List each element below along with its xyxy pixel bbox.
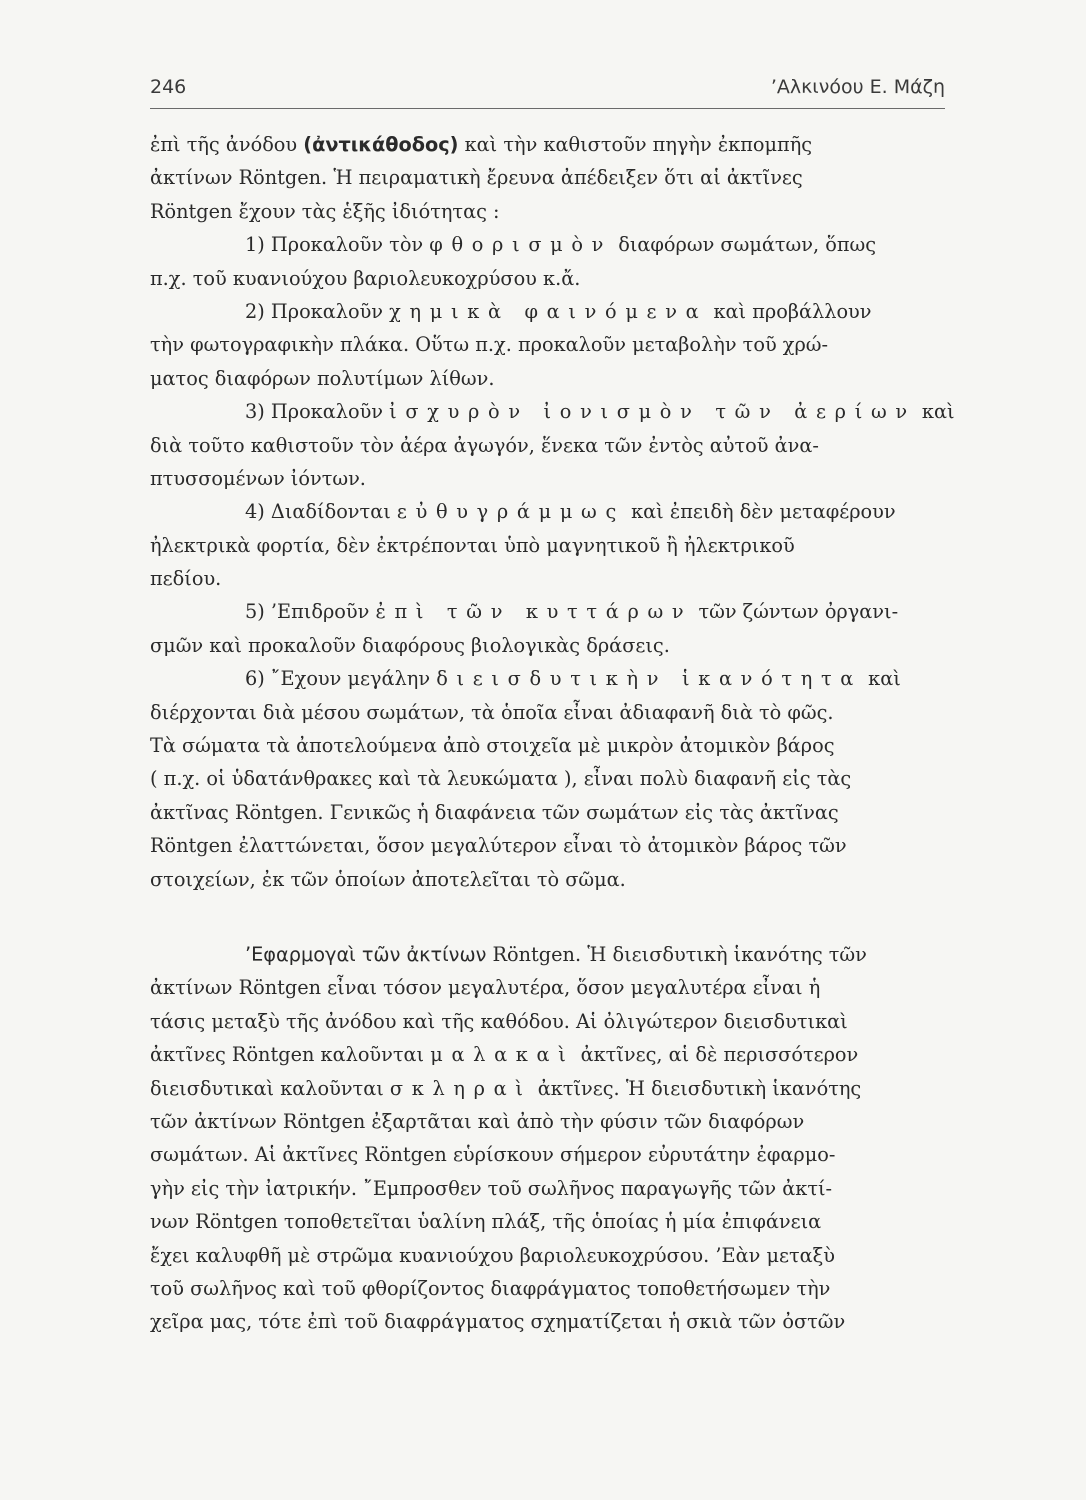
list-item-6: 6) ῎Εχουν μεγάλην διεισδυτικὴν ἱκανότητα καὶ — [245, 667, 901, 691]
text-line: χεῖρα μας, τότε ἐπὶ τοῦ διαφράγματος σχηματίζεται ἡ σκιὰ τῶν ὀστῶν — [150, 1310, 846, 1334]
page-number: 246 — [150, 76, 187, 98]
text-line: πεδίου. — [150, 567, 222, 591]
text-line: τοῦ σωλῆνος καὶ τοῦ φθορίζοντος διαφράγματος τοποθετήσωμεν τὴν — [150, 1276, 831, 1300]
spaced-term: διεισδυτικὴν ἱκανότητα — [436, 667, 863, 691]
list-item-4: 4) Διαδίδονται εὐθυγράμμως καὶ ἐπειδὴ δὲν μεταφέρουν — [245, 500, 896, 524]
text-line: διέρχονται διὰ μέσου σωμάτων, τὰ ὁποῖα εἶναι ἀδιαφανῆ διὰ τὸ φῶς. — [150, 700, 834, 724]
list-item-1: 1) Προκαλοῦν τὸν φθορισμὸν διαφόρων σωμάτων, ὅπως — [245, 233, 877, 257]
page-header — [150, 68, 945, 109]
text-line: ἀκτῖνες Röntgen καλοῦνται μαλακαὶ ἀκτῖνες, αἱ δὲ περισσότερον — [150, 1043, 859, 1067]
text-line: διεισδυτικαὶ καλοῦνται σκληραὶ ἀκτῖνες. Ἡ διεισδυτικὴ ἱκανότης — [150, 1076, 862, 1100]
text-line: τάσις μεταξὺ τῆς ἀνόδου καὶ τῆς καθόδου. Αἱ ὀλιγώτερον διεισδυτικαὶ — [150, 1009, 848, 1033]
page-body — [150, 128, 955, 1339]
text-line: Τὰ σώματα τὰ ἀποτελούμενα ἀπὸ στοιχεῖα μὲ μικρὸν ἀτομικὸν βάρος — [150, 734, 835, 758]
text-line: ἔχει καλυφθῆ μὲ στρῶμα κυανιούχου βαριολευκοχρύσου. ’Εὰν μεταξὺ — [150, 1243, 836, 1267]
text-line: ( π.χ. οἱ ὑδατάνθρακες καὶ τὰ λευκώματα ), εἶναι πολὺ διαφανῆ εἰς τὰς — [150, 767, 852, 791]
spaced-term: φθορισμὸν — [429, 233, 613, 257]
list-item-2: 2) Προκαλοῦν χημικὰ φαινόμενα καὶ προβάλλουν — [245, 299, 872, 323]
spaced-term: μαλακαὶ — [430, 1043, 575, 1067]
text-line: ἠλεκτρικὰ φορτία, δὲν ἐκτρέπονται ὑπὸ μαγνητικοῦ ἢ ἠλεκτρικοῦ — [150, 533, 795, 557]
running-title: ’Αλκινόου Ε. Μάζη — [770, 76, 945, 98]
spaced-term: ἰσχυρὸν ἰονισμὸν τῶν ἀερίων — [389, 400, 916, 424]
spaced-term: χημικὰ φαινόμενα — [389, 299, 708, 323]
text-line: ἀκτίνων Röntgen εἶναι τόσον μεγαλυτέρα, ὅσον μεγαλυτέρα εἶναι ἡ — [150, 976, 821, 1000]
text-line: τὴν φωτογραφικὴν πλάκα. Οὕτω π.χ. προκαλοῦν μεταβολὴν τοῦ χρώ- — [150, 333, 829, 357]
spaced-term: ἐπὶ τῶν κυττάρων — [375, 600, 693, 624]
list-item-5: 5) ’Επιδροῦν ἐπὶ τῶν κυττάρων τῶν ζώντων ὀργανι- — [245, 600, 899, 624]
text-line: νων Röntgen τοποθετεῖται ὑαλίνη πλάξ, τῆς ὁποίας ἡ μία ἐπιφάνεια — [150, 1210, 822, 1234]
text-line: π.χ. τοῦ κυανιούχου βαριολευκοχρύσου κ.ἄ. — [150, 266, 581, 290]
text-line: γὴν εἰς τὴν ἰατρικήν. ῎Εμπροσθεν τοῦ σωλῆνος παραγωγῆς τῶν ἀκτί- — [150, 1176, 833, 1200]
text-line: στοιχείων, ἐκ τῶν ὁποίων ἀποτελεῖται τὸ σῶμα. — [150, 867, 626, 891]
list-item-3: 3) Προκαλοῦν ἰσχυρὸν ἰονισμὸν τῶν ἀερίων καὶ — [245, 400, 955, 424]
text-line: διὰ τοῦτο καθιστοῦν τὸν ἀέρα ἀγωγόν, ἕνεκα τῶν ἐντὸς αὐτοῦ ἀνα- — [150, 433, 819, 457]
section-heading: ’Εφαρμογαὶ τῶν ἀκτίνων — [245, 942, 487, 966]
bold-term: (ἀντικάθοδος) — [303, 133, 459, 156]
text-line: ματος διαφόρων πολυτίμων λίθων. — [150, 366, 495, 390]
text-line: Röntgen ἔχουν τὰς ἑξῆς ἰδιότητας : — [150, 199, 500, 223]
text-line: τῶν ἀκτίνων Röntgen ἐξαρτᾶται καὶ ἀπὸ τὴν φύσιν τῶν διαφόρων — [150, 1109, 805, 1133]
text-line: Röntgen ἐλαττώνεται, ὅσον μεγαλύτερον εἶναι τὸ ἀτομικὸν βάρος τῶν — [150, 834, 847, 858]
text-line: ἀκτίνων Röntgen. Ἡ πειραματικὴ ἔρευνα ἀπέδειξεν ὅτι αἱ ἀκτῖνες — [150, 166, 803, 190]
spaced-term: εὐθυγράμμως — [396, 500, 625, 524]
text-line: σωμάτων. Αἱ ἀκτῖνες Röntgen εὑρίσκουν σήμερον εὐρυτάτην ἐφαρμο- — [150, 1143, 836, 1167]
text-line: ἀκτῖνας Röntgen. Γενικῶς ἡ διαφάνεια τῶν σωμάτων εἰς τὰς ἀκτῖνας — [150, 800, 839, 824]
section-heading-line: ’Εφαρμογαὶ τῶν ἀκτίνων Röntgen. Ἡ διεισδυτικὴ ἱκανότης τῶν — [245, 942, 867, 966]
text-line: πτυσσομένων ἰόντων. — [150, 466, 366, 490]
text-line: ἐπὶ τῆς ἀνόδου (ἀντικάθοδος) καὶ τὴν καθιστοῦν πηγὴν ἐκπομπῆς — [150, 133, 813, 156]
spaced-term: σκληραὶ — [389, 1076, 532, 1100]
text-line: σμῶν καὶ προκαλοῦν διαφόρους βιολογικὰς δράσεις. — [150, 633, 670, 657]
